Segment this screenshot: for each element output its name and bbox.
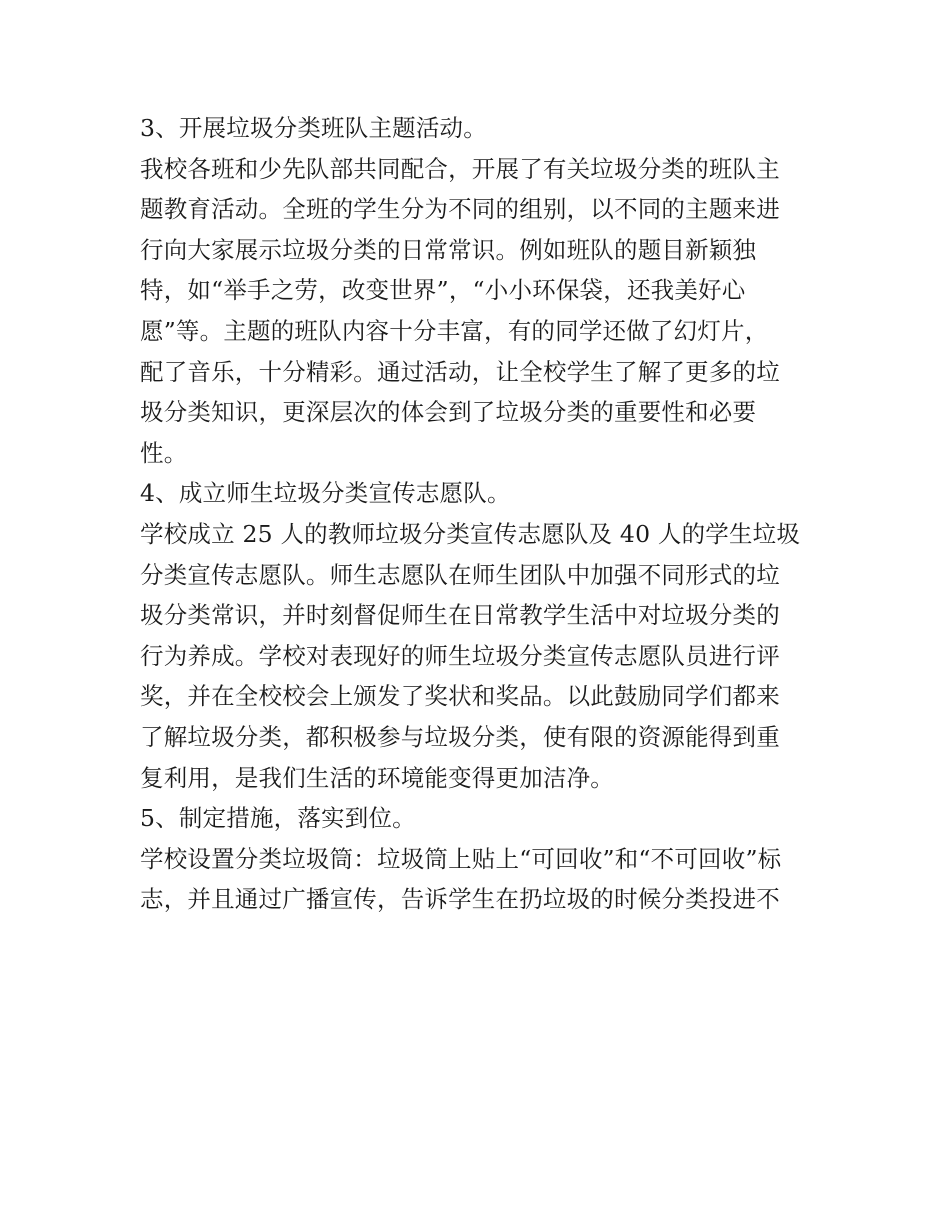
paragraph-line: 性。 xyxy=(140,438,188,467)
section-heading-3: 3、开展垃圾分类班队主题活动。 xyxy=(140,114,487,142)
paragraph-line: 愿”等。主题的班队内容十分丰富，有的同学还做了幻灯片， xyxy=(140,316,769,345)
paragraph-line: 我校各班和少先队部共同配合，开展了有关垃圾分类的班队主 xyxy=(140,154,780,183)
paragraph-line: 学校设置分类垃圾筒：垃圾筒上贴上“可回收”和“不可回收”标 xyxy=(140,844,782,873)
paragraph-line: 分类宣传志愿队。师生志愿队在师生团队中加强不同形式的垃 xyxy=(140,560,780,589)
paragraph-line: 学校成立 25 人的教师垃圾分类宣传志愿队及 40 人的学生垃圾 xyxy=(140,519,801,548)
paragraph-line: 行向大家展示垃圾分类的日常常识。例如班队的题目新颖独 xyxy=(140,235,757,264)
paragraph-line: 题教育活动。全班的学生分为不同的组别，以不同的主题来进 xyxy=(140,195,780,224)
paragraph-line: 了解垃圾分类，都积极参与垃圾分类，使有限的资源能得到重 xyxy=(140,722,780,751)
document-body xyxy=(140,108,816,920)
paragraph-line: 复利用，是我们生活的环境能变得更加洁净。 xyxy=(140,763,614,792)
section-heading-5: 5、制定措施，落实到位。 xyxy=(140,804,416,833)
paragraph-line: 行为养成。学校对表现好的师生垃圾分类宣传志愿队员进行评 xyxy=(140,641,780,670)
paragraph-line: 特，如“举手之劳，改变世界”，“小小环保袋，还我美好心 xyxy=(140,276,746,305)
paragraph-line: 配了音乐，十分精彩。通过活动，让全校学生了解了更多的垃 xyxy=(140,357,780,386)
section-heading-4: 4、成立师生垃圾分类宣传志愿队。 xyxy=(140,479,511,508)
paragraph-line: 志，并且通过广播宣传，告诉学生在扔垃圾的时候分类投进不 xyxy=(140,885,780,914)
paragraph-line: 圾分类知识，更深层次的体会到了垃圾分类的重要性和必要 xyxy=(140,398,757,427)
paragraph-line: 奖，并在全校校会上颁发了奖状和奖品。以此鼓励同学们都来 xyxy=(140,682,780,711)
paragraph-line: 圾分类常识，并时刻督促师生在日常教学生活中对垃圾分类的 xyxy=(140,601,780,630)
